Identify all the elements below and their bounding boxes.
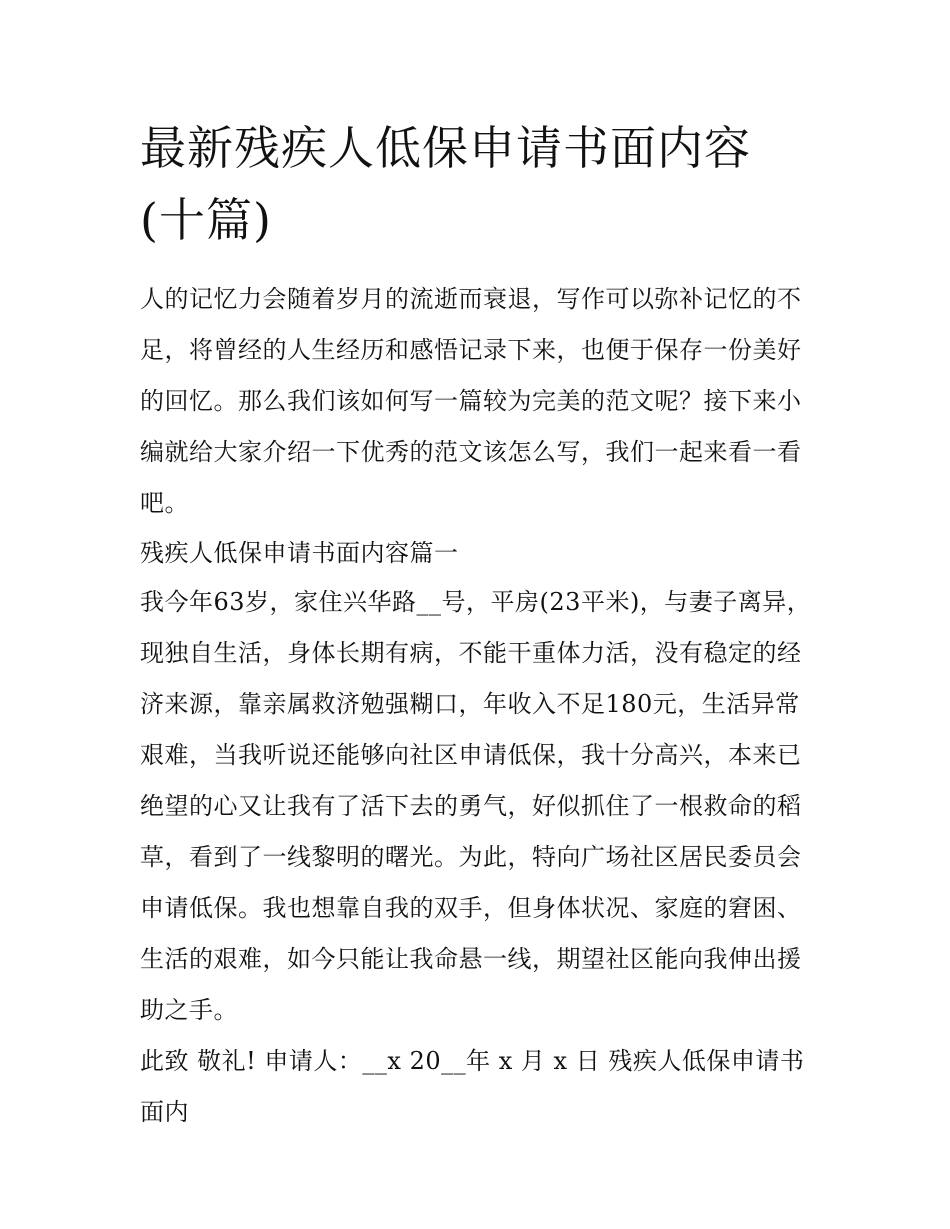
body-paragraph: 我今年63岁，家住兴华路__号，平房(23平米)，与妻子离异，现独自生活，身体长期有病，不能干重体力活，没有稳定的经济来源，靠亲属救济勉强糊口，年收入不足180元，生活异常艰难，当我听说还能够向社区申请低保，我十分高兴，本来已绝望的心又让我有了活下去的勇气，好似抓住了一根救命的稻草，看到了一线黎明的曙光。为此，特向广场社区居民委员会申请低保。我也想靠自我的双手，但身体状况、家庭的窘困、生活的艰难，如今只能让我命悬一线，期望社区能向我伸出援助之手。 xyxy=(140,588,812,1024)
document-title xyxy=(140,112,812,256)
intro-paragraph: 人的记忆力会随着岁月的流逝而衰退，写作可以弥补记忆的不足，将曾经的人生经历和感悟记录下来，也便于保存一份美好的回忆。那么我们该如何写一篇较为完美的范文呢？接下来小编就给大家介绍一下优秀的范文该怎么写，我们一起来看一看吧。 xyxy=(140,285,802,517)
document-body xyxy=(140,112,812,1138)
title-line-2: (十篇) xyxy=(140,193,272,247)
title-line-1: 最新残疾人低保申请书面内容 xyxy=(140,121,751,175)
closing-paragraph: 此致 敬礼! 申请人：__x 20__年 x 月 x 日 残疾人低保申请书面内 xyxy=(140,1047,805,1126)
section-heading: 残疾人低保申请书面内容篇一 xyxy=(140,539,459,567)
